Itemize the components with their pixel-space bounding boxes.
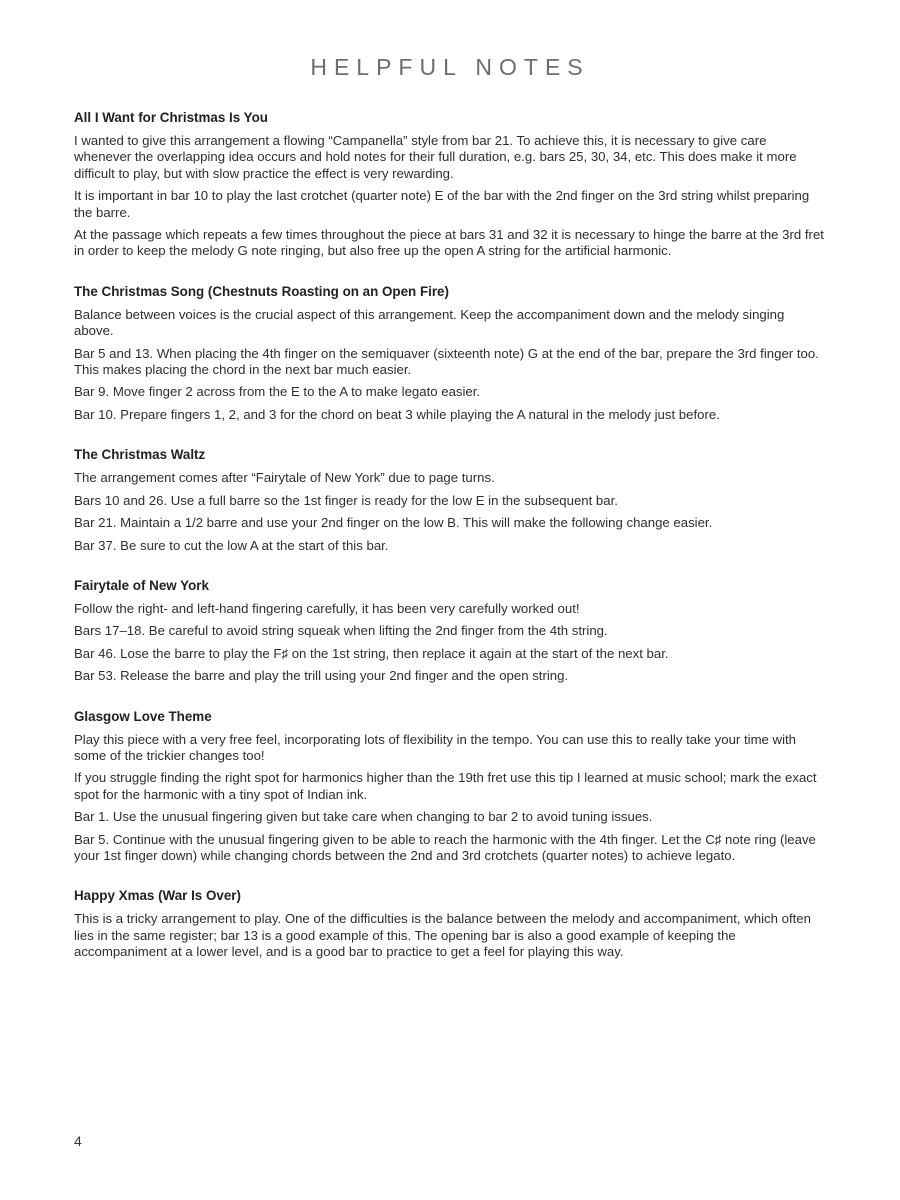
paragraph: Bar 5. Continue with the unusual fingering given to be able to reach the harmonic with the 4th finger. Let the C♯ note ring (leave your 1st finger down) while changing chords between the 2nd and 3rd crotchets (quarter notes) to achieve legato. (74, 831, 816, 863)
paragraph: Bar 1. Use the unusual fingering given but take care when changing to bar 2 to avoid tuning issues. (74, 809, 653, 825)
section-the-christmas-waltz (74, 445, 826, 554)
notes-content (74, 108, 826, 983)
section-glasgow-love-theme (74, 707, 826, 865)
paragraph: Follow the right- and left-hand fingering carefully, it has been very carefully worked out! (74, 600, 580, 616)
section-fairytale-of-new-york (74, 576, 826, 685)
paragraph: I wanted to give this arrangement a flowing “Campanella” style from bar 21. To achieve this, it is necessary to give care whenever the overlapping idea occurs and hold notes for their full duration, e.g. bars 25, 30, 34, etc. This does make it more difficult to play, but with slow practice the effect is very rewarding. (74, 133, 797, 181)
section-title: Glasgow Love Theme (74, 708, 212, 724)
section-happy-xmas (74, 886, 826, 960)
paragraph: Play this piece with a very free feel, incorporating lots of flexibility in the tempo. You can use this to really take your time with some of the trickier changes too! (74, 731, 797, 763)
section-title: Happy Xmas (War Is Over) (74, 888, 241, 904)
paragraph: Bar 21. Maintain a 1/2 barre and use your 2nd finger on the low B. This will make the following change easier. (74, 515, 713, 531)
section-title: The Christmas Waltz (74, 447, 206, 463)
paragraph: Bar 10. Prepare fingers 1, 2, and 3 for the chord on beat 3 while playing the A natural in the melody just before. (74, 406, 720, 422)
paragraph: The arrangement comes after “Fairytale of New York” due to page turns. (74, 470, 495, 486)
paragraph: Bar 37. Be sure to cut the low A at the start of this bar. (74, 537, 389, 553)
paragraph: Bar 53. Release the barre and play the trill using your 2nd finger and the open string. (74, 668, 569, 684)
paragraph: It is important in bar 10 to play the last crotchet (quarter note) E of the bar with the 2nd finger on the 3rd string whilst preparing the barre. (74, 188, 810, 220)
section-all-i-want-for-christmas (74, 108, 826, 260)
section-title: Fairytale of New York (74, 577, 209, 593)
paragraph: Bars 17–18. Be careful to avoid string squeak when lifting the 2nd finger from the 4th string. (74, 623, 608, 639)
paragraph: Bar 9. Move finger 2 across from the E to the A to make legato easier. (74, 384, 481, 400)
section-the-christmas-song (74, 282, 826, 423)
section-title: The Christmas Song (Chestnuts Roasting on an Open Fire) (74, 283, 449, 299)
page-title: HELPFUL NOTES (310, 54, 590, 80)
paragraph: Bars 10 and 26. Use a full barre so the 1st finger is ready for the low E in the subsequent bar. (74, 492, 618, 508)
paragraph: Balance between voices is the crucial aspect of this arrangement. Keep the accompaniment down and the melody singing above. (74, 306, 785, 339)
section-title: All I Want for Christmas Is You (74, 110, 268, 125)
paragraph: If you struggle finding the right spot for harmonics higher than the 19th fret use this tip I learned at music school; mark the exact spot for the harmonic with a tiny spot of Indian ink. (74, 770, 817, 802)
paragraph: At the passage which repeats a few times throughout the piece at bars 31 and 32 it is necessary to hinge the barre at the 3rd fret in order to keep the melody G note ringing, but also free up the open A string for the artificial harmonic. (74, 227, 824, 259)
paragraph: This is a tricky arrangement to play. One of the difficulties is the balance between the melody and accompaniment, which often lies in the same register; bar 13 is a good example of this. The opening bar is also a good example of keeping the accompaniment at a lower level, and is a good bar to practice to get a feel for playing this way. (74, 911, 811, 960)
paragraph: Bar 5 and 13. When placing the 4th finger on the semiquaver (sixteenth note) G at the end of the bar, prepare the 3rd finger too. This makes placing the chord in the next bar much easier. (74, 345, 819, 378)
paragraph: Bar 46. Lose the barre to play the F♯ on the 1st string, then replace it again at the start of the next bar. (74, 645, 669, 661)
page-number: 4 (74, 1133, 82, 1149)
